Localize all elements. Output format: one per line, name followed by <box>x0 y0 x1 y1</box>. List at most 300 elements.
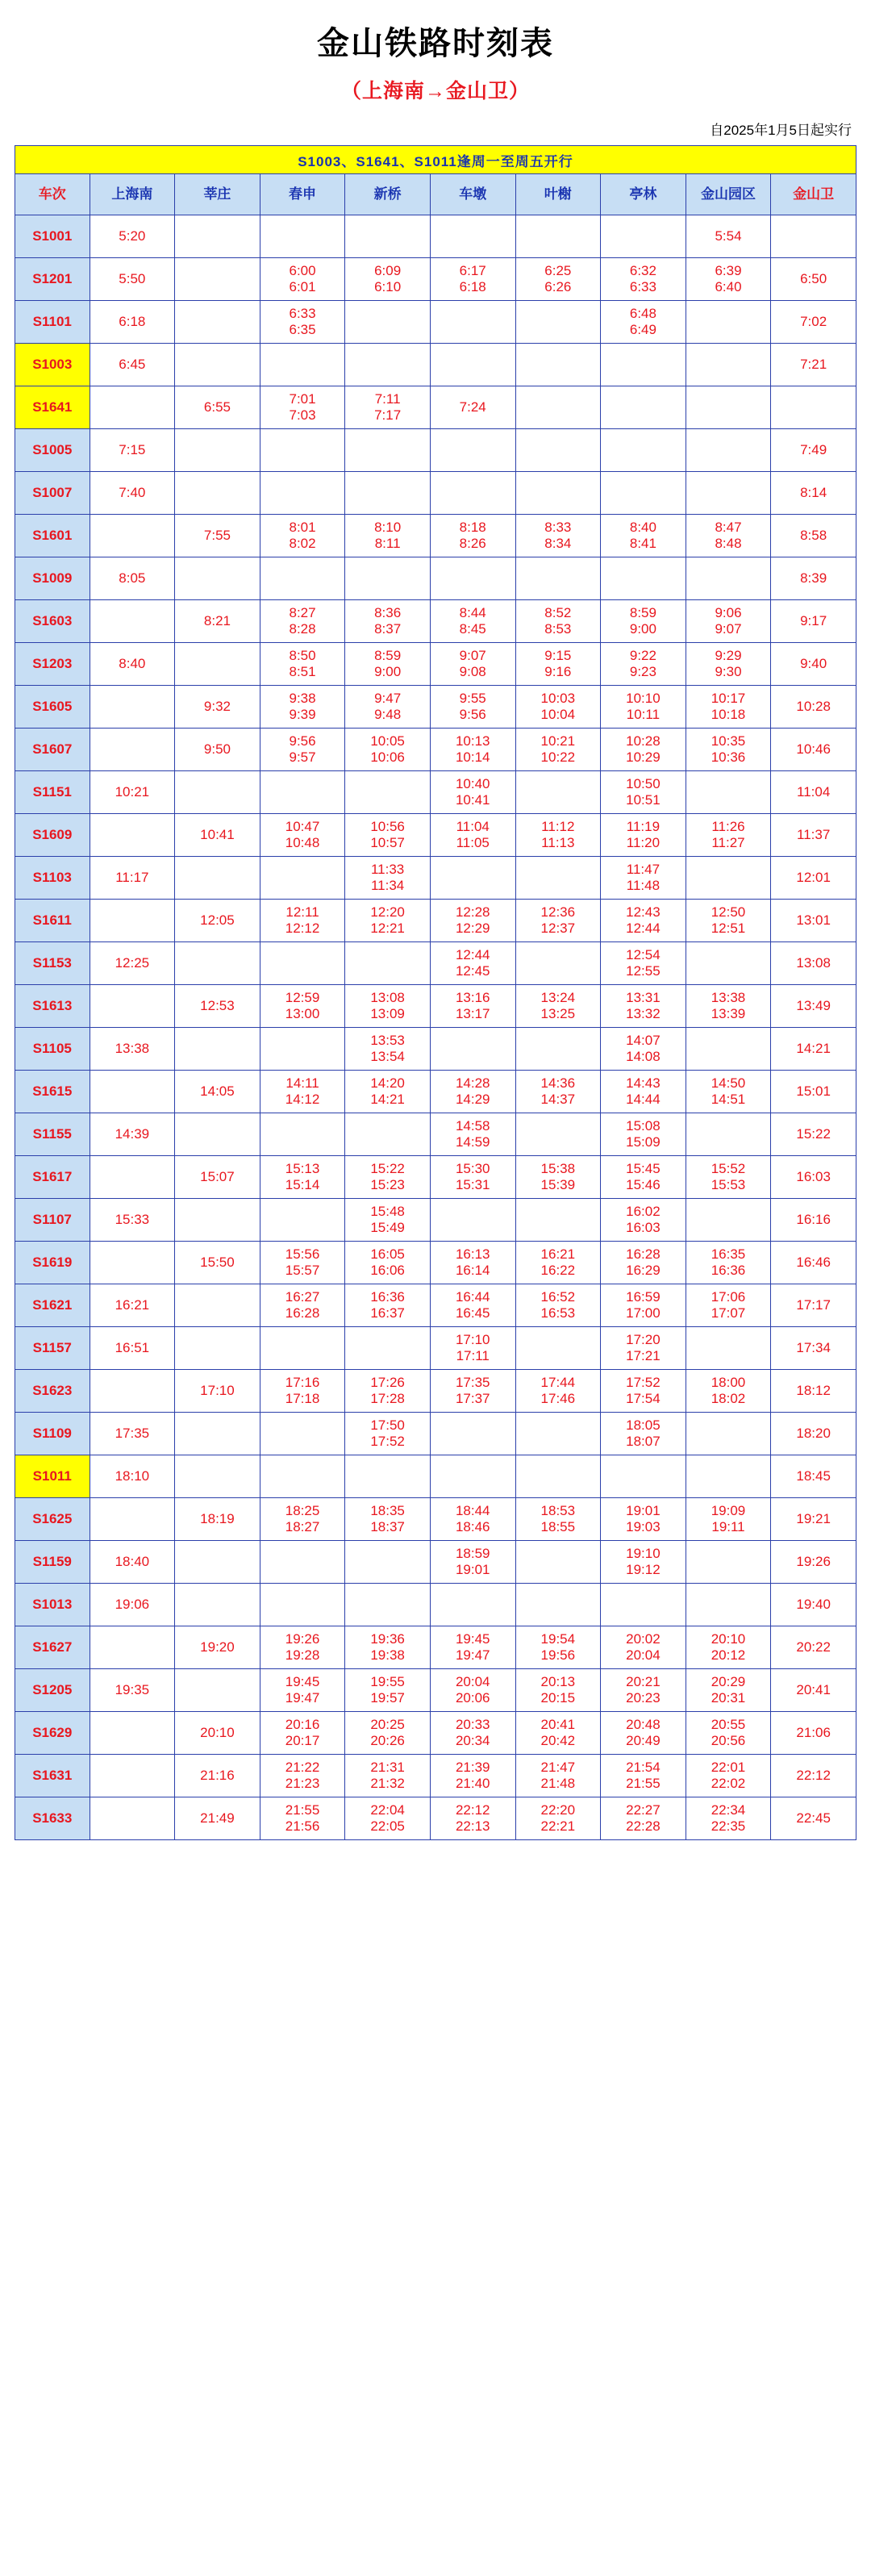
time-cell <box>515 429 601 472</box>
table-row <box>15 985 856 1028</box>
time-cell <box>345 515 431 557</box>
arrival-time: 9:47 <box>374 691 402 706</box>
train-number[interactable]: S1159 <box>15 1541 90 1584</box>
time-cell <box>771 771 856 814</box>
table-row <box>15 857 856 900</box>
schedule-body <box>15 146 856 1840</box>
time-cell <box>260 258 345 301</box>
departure-time: 17:00 <box>626 1305 661 1321</box>
time-cell <box>686 1071 771 1113</box>
page-subtitle: （上海南→金山卫） <box>340 80 530 102</box>
departure-time: 20:15 <box>540 1690 576 1706</box>
departure-time: 21:55 <box>626 1776 661 1791</box>
time-cell <box>771 1455 856 1498</box>
column-header-station-8: 金山园区 <box>686 174 771 215</box>
time-cell <box>430 429 515 472</box>
arrival-time: 11:26 <box>711 819 745 834</box>
time-cell <box>260 1071 345 1113</box>
train-number[interactable]: S1001 <box>15 215 90 258</box>
arrival-time: 16:35 <box>711 1246 746 1262</box>
arrival-time: 9:06 <box>715 605 742 620</box>
arrival-time: 9:50 <box>203 741 231 757</box>
time-cell <box>260 1028 345 1071</box>
time-cell <box>345 472 431 515</box>
time-cell <box>515 729 601 771</box>
arrival-time: 14:05 <box>200 1083 235 1099</box>
notice-text: S1003、S1641、S1011逢周一至周五开行 <box>15 146 856 174</box>
train-number[interactable]: S1201 <box>15 258 90 301</box>
arrival-time: 21:06 <box>796 1725 831 1740</box>
column-header-station-7: 亭林 <box>601 174 686 215</box>
train-number[interactable]: S1603 <box>15 600 90 643</box>
column-header-station-1: 上海南 <box>90 174 175 215</box>
time-cell <box>175 1242 260 1284</box>
time-cell <box>601 857 686 900</box>
departure-time: 19:47 <box>285 1690 320 1706</box>
arrival-time: 16:59 <box>626 1289 661 1305</box>
arrival-time: 12:01 <box>796 870 831 885</box>
train-number[interactable]: S1009 <box>15 557 90 600</box>
arrival-time: 7:24 <box>459 399 486 415</box>
departure-time: 20:49 <box>626 1733 661 1748</box>
time-cell <box>771 600 856 643</box>
time-cell <box>175 1413 260 1455</box>
train-number[interactable]: S1627 <box>15 1626 90 1669</box>
arrival-time: 11:37 <box>797 827 831 842</box>
time-cell <box>771 1327 856 1370</box>
time-cell <box>430 771 515 814</box>
arrival-time: 20:13 <box>540 1674 576 1689</box>
arrival-time: 20:55 <box>711 1717 746 1732</box>
arrival-time: 20:04 <box>455 1674 490 1689</box>
arrival-time: 10:28 <box>626 733 661 749</box>
arrival-time: 18:19 <box>200 1511 235 1526</box>
time-cell <box>260 1712 345 1755</box>
time-cell <box>430 985 515 1028</box>
train-number[interactable]: S1641 <box>15 386 90 429</box>
train-number[interactable]: S1151 <box>15 771 90 814</box>
arrival-time: 5:54 <box>715 228 742 244</box>
time-cell <box>430 643 515 686</box>
table-row <box>15 942 856 985</box>
arrival-time: 9:56 <box>289 733 316 749</box>
train-number[interactable]: S1617 <box>15 1156 90 1199</box>
arrival-time: 11:33 <box>370 862 405 877</box>
time-cell <box>175 1498 260 1541</box>
arrival-time: 6:45 <box>119 357 146 372</box>
time-cell <box>686 429 771 472</box>
train-number[interactable]: S1601 <box>15 515 90 557</box>
time-cell <box>260 1199 345 1242</box>
time-cell <box>771 1156 856 1199</box>
time-cell <box>90 1284 175 1327</box>
time-cell <box>601 1498 686 1541</box>
departure-time: 6:26 <box>544 279 572 294</box>
arrival-time: 13:08 <box>796 955 831 971</box>
time-cell <box>601 1199 686 1242</box>
column-header-station-6: 叶榭 <box>515 174 601 215</box>
time-cell <box>601 429 686 472</box>
departure-time: 19:03 <box>626 1519 661 1534</box>
time-cell <box>345 258 431 301</box>
train-number[interactable]: S1613 <box>15 985 90 1028</box>
train-number[interactable]: S1629 <box>15 1712 90 1755</box>
time-cell <box>601 1028 686 1071</box>
departure-time: 16:06 <box>370 1263 405 1278</box>
time-cell <box>175 1584 260 1626</box>
time-cell <box>601 1156 686 1199</box>
train-number[interactable]: S1013 <box>15 1584 90 1626</box>
departure-time: 19:57 <box>370 1690 405 1706</box>
time-cell <box>686 1028 771 1071</box>
departure-time: 8:45 <box>459 621 486 637</box>
time-cell <box>345 1541 431 1584</box>
arrival-time: 14:36 <box>540 1075 576 1091</box>
arrival-time: 19:45 <box>455 1631 490 1647</box>
time-cell <box>515 1413 601 1455</box>
time-cell <box>175 386 260 429</box>
train-number[interactable]: S1005 <box>15 429 90 472</box>
table-row <box>15 1413 856 1455</box>
time-cell <box>686 515 771 557</box>
time-cell <box>430 729 515 771</box>
time-cell <box>515 600 601 643</box>
column-header-station-3: 春申 <box>260 174 345 215</box>
time-cell <box>430 1797 515 1840</box>
departure-time: 22:05 <box>370 1818 405 1834</box>
notice-row <box>15 146 856 174</box>
arrival-time: 16:51 <box>115 1340 150 1355</box>
departure-time: 11:13 <box>541 835 575 850</box>
time-cell <box>175 429 260 472</box>
time-cell <box>430 557 515 600</box>
train-number[interactable]: S1619 <box>15 1242 90 1284</box>
time-cell <box>686 600 771 643</box>
arrival-time: 15:22 <box>796 1126 831 1142</box>
train-number[interactable]: S1007 <box>15 472 90 515</box>
arrival-time: 8:21 <box>203 613 231 628</box>
time-cell <box>771 900 856 942</box>
departure-time: 12:45 <box>455 963 490 979</box>
departure-time: 18:37 <box>370 1519 405 1534</box>
table-row <box>15 1199 856 1242</box>
departure-time: 18:07 <box>626 1434 661 1449</box>
time-cell <box>260 942 345 985</box>
arrival-time: 6:25 <box>544 263 572 278</box>
train-number[interactable]: S1003 <box>15 344 90 386</box>
time-cell <box>260 215 345 258</box>
arrival-time: 15:08 <box>626 1118 661 1134</box>
time-cell <box>90 942 175 985</box>
time-cell <box>686 643 771 686</box>
arrival-time: 13:01 <box>796 912 831 928</box>
table-row <box>15 643 856 686</box>
departure-time: 15:31 <box>455 1177 490 1192</box>
time-cell <box>430 1028 515 1071</box>
departure-time: 14:29 <box>455 1092 490 1107</box>
time-cell <box>686 557 771 600</box>
train-number[interactable]: S1615 <box>15 1071 90 1113</box>
departure-time: 9:39 <box>289 707 316 722</box>
arrival-time: 15:22 <box>370 1161 405 1176</box>
table-row <box>15 429 856 472</box>
schedule-table <box>15 145 856 1840</box>
time-cell <box>430 215 515 258</box>
train-number[interactable]: S1155 <box>15 1113 90 1156</box>
time-cell <box>345 857 431 900</box>
arrival-time: 10:17 <box>711 691 746 706</box>
arrival-time: 13:16 <box>455 990 490 1005</box>
time-cell <box>260 1156 345 1199</box>
time-cell <box>430 1242 515 1284</box>
time-cell <box>686 900 771 942</box>
table-row <box>15 1455 856 1498</box>
time-cell <box>771 301 856 344</box>
train-number[interactable]: S1607 <box>15 729 90 771</box>
time-cell <box>175 344 260 386</box>
time-cell <box>601 771 686 814</box>
arrival-time: 11:04 <box>797 784 831 800</box>
arrival-time: 9:29 <box>715 648 742 663</box>
time-cell <box>601 814 686 857</box>
column-header-station-2: 莘庄 <box>175 174 260 215</box>
time-cell <box>430 1712 515 1755</box>
arrival-time: 12:43 <box>626 904 661 920</box>
time-cell <box>260 1284 345 1327</box>
column-header-row <box>15 174 856 215</box>
time-cell <box>601 1370 686 1413</box>
departure-time: 9:07 <box>715 621 742 637</box>
time-cell <box>175 900 260 942</box>
departure-time: 20:17 <box>285 1733 320 1748</box>
time-cell <box>601 301 686 344</box>
departure-time: 6:10 <box>374 279 402 294</box>
arrival-time: 6:09 <box>374 263 402 278</box>
arrival-time: 21:22 <box>285 1760 320 1775</box>
departure-time: 9:16 <box>544 664 572 679</box>
time-cell <box>345 1797 431 1840</box>
arrival-time: 18:12 <box>796 1383 831 1398</box>
time-cell <box>260 1242 345 1284</box>
arrival-time: 10:47 <box>285 819 320 834</box>
arrival-time: 14:20 <box>370 1075 405 1091</box>
arrival-time: 16:16 <box>796 1212 831 1227</box>
train-number[interactable]: S1107 <box>15 1199 90 1242</box>
time-cell <box>686 1584 771 1626</box>
arrival-time: 16:21 <box>540 1246 576 1262</box>
arrival-time: 16:28 <box>626 1246 661 1262</box>
train-number[interactable]: S1203 <box>15 643 90 686</box>
time-cell <box>686 814 771 857</box>
departure-time: 20:12 <box>711 1647 746 1663</box>
arrival-time: 16:27 <box>285 1289 320 1305</box>
time-cell <box>601 515 686 557</box>
time-cell <box>515 1584 601 1626</box>
time-cell <box>686 771 771 814</box>
arrival-time: 20:10 <box>711 1631 746 1647</box>
time-cell <box>345 1498 431 1541</box>
arrival-time: 17:10 <box>455 1332 490 1347</box>
time-cell <box>601 900 686 942</box>
time-cell <box>175 1199 260 1242</box>
arrival-time: 18:25 <box>285 1503 320 1518</box>
time-cell <box>430 1156 515 1199</box>
arrival-time: 12:50 <box>711 904 746 920</box>
time-cell <box>175 1156 260 1199</box>
time-cell <box>260 900 345 942</box>
train-number[interactable]: S1631 <box>15 1755 90 1797</box>
time-cell <box>345 386 431 429</box>
arrival-time: 20:22 <box>796 1639 831 1655</box>
time-cell <box>515 814 601 857</box>
arrival-time: 7:21 <box>800 357 827 372</box>
time-cell <box>430 1370 515 1413</box>
time-cell <box>686 1498 771 1541</box>
time-cell <box>771 857 856 900</box>
arrival-time: 8:05 <box>119 570 146 586</box>
table-row <box>15 771 856 814</box>
departure-time: 22:13 <box>455 1818 490 1834</box>
arrival-time: 6:18 <box>119 314 146 329</box>
time-cell <box>345 1071 431 1113</box>
train-number[interactable]: S1611 <box>15 900 90 942</box>
arrival-time: 6:33 <box>289 306 316 321</box>
arrival-time: 16:46 <box>796 1255 831 1270</box>
departure-time: 16:22 <box>540 1263 576 1278</box>
time-cell <box>601 1071 686 1113</box>
time-cell <box>175 942 260 985</box>
departure-time: 11:05 <box>456 835 490 850</box>
departure-time: 13:32 <box>626 1006 661 1021</box>
train-number[interactable]: S1205 <box>15 1669 90 1712</box>
train-number[interactable]: S1605 <box>15 686 90 729</box>
table-row <box>15 600 856 643</box>
departure-time: 21:56 <box>285 1818 320 1834</box>
train-number[interactable]: S1633 <box>15 1797 90 1840</box>
departure-time: 20:23 <box>626 1690 661 1706</box>
time-cell <box>260 1327 345 1370</box>
time-cell <box>90 1797 175 1840</box>
train-number[interactable]: S1011 <box>15 1455 90 1498</box>
train-number[interactable]: S1157 <box>15 1327 90 1370</box>
time-cell <box>90 1755 175 1797</box>
departure-time: 14:44 <box>626 1092 661 1107</box>
time-cell <box>771 1712 856 1755</box>
departure-time: 21:40 <box>455 1776 490 1791</box>
departure-time: 13:54 <box>370 1049 405 1064</box>
time-cell <box>90 686 175 729</box>
arrival-time: 14:28 <box>455 1075 490 1091</box>
departure-time: 20:06 <box>455 1690 490 1706</box>
arrival-time: 17:20 <box>626 1332 661 1347</box>
train-number[interactable]: S1609 <box>15 814 90 857</box>
arrival-time: 12:54 <box>626 947 661 962</box>
train-number[interactable]: S1103 <box>15 857 90 900</box>
arrival-time: 15:07 <box>200 1169 235 1184</box>
time-cell <box>175 686 260 729</box>
arrival-time: 13:31 <box>626 990 661 1005</box>
arrival-time: 21:31 <box>370 1760 405 1775</box>
train-number[interactable]: S1153 <box>15 942 90 985</box>
time-cell <box>430 1071 515 1113</box>
time-cell <box>175 729 260 771</box>
time-cell <box>686 215 771 258</box>
departure-time: 15:09 <box>626 1134 661 1150</box>
departure-time: 22:02 <box>711 1776 746 1791</box>
time-cell <box>686 386 771 429</box>
arrival-time: 6:00 <box>289 263 316 278</box>
arrival-time: 11:17 <box>115 870 149 885</box>
time-cell <box>686 1327 771 1370</box>
time-cell <box>601 729 686 771</box>
departure-time: 17:21 <box>626 1348 661 1363</box>
time-cell <box>601 1327 686 1370</box>
departure-time: 12:12 <box>285 921 320 936</box>
train-number[interactable]: S1623 <box>15 1370 90 1413</box>
arrival-time: 18:44 <box>455 1503 490 1518</box>
departure-time: 14:08 <box>626 1049 661 1064</box>
train-number[interactable]: S1621 <box>15 1284 90 1327</box>
departure-time: 19:47 <box>455 1647 490 1663</box>
time-cell <box>771 1498 856 1541</box>
arrival-time: 15:45 <box>626 1161 661 1176</box>
train-number[interactable]: S1625 <box>15 1498 90 1541</box>
arrival-time: 12:05 <box>200 912 235 928</box>
time-cell <box>260 301 345 344</box>
arrival-time: 8:39 <box>800 570 827 586</box>
time-cell <box>515 771 601 814</box>
time-cell <box>686 1284 771 1327</box>
train-number[interactable]: S1109 <box>15 1413 90 1455</box>
departure-time: 15:14 <box>285 1177 320 1192</box>
time-cell <box>90 1028 175 1071</box>
arrival-time: 19:10 <box>626 1546 661 1561</box>
time-cell <box>345 900 431 942</box>
train-number[interactable]: S1105 <box>15 1028 90 1071</box>
time-cell <box>260 1455 345 1498</box>
time-cell <box>345 215 431 258</box>
departure-time: 19:01 <box>455 1562 490 1577</box>
time-cell <box>515 1284 601 1327</box>
table-row <box>15 1755 856 1797</box>
time-cell <box>430 857 515 900</box>
departure-time: 10:57 <box>370 835 405 850</box>
departure-time: 8:41 <box>629 536 656 551</box>
time-cell <box>90 1626 175 1669</box>
arrival-time: 20:16 <box>285 1717 320 1732</box>
departure-time: 10:22 <box>540 749 576 765</box>
arrival-time: 8:27 <box>289 605 316 620</box>
time-cell <box>771 386 856 429</box>
time-cell <box>515 258 601 301</box>
time-cell <box>175 1755 260 1797</box>
time-cell <box>260 344 345 386</box>
time-cell <box>515 1028 601 1071</box>
time-cell <box>90 985 175 1028</box>
departure-time: 19:28 <box>285 1647 320 1663</box>
arrival-time: 15:13 <box>285 1161 320 1176</box>
arrival-time: 22:12 <box>796 1768 831 1783</box>
time-cell <box>260 686 345 729</box>
departure-time: 9:00 <box>374 664 402 679</box>
train-number[interactable]: S1101 <box>15 301 90 344</box>
departure-time: 8:26 <box>459 536 486 551</box>
departure-time: 11:20 <box>626 835 661 850</box>
departure-time: 9:08 <box>459 664 486 679</box>
time-cell <box>345 1113 431 1156</box>
departure-time: 8:51 <box>289 664 316 679</box>
time-cell <box>430 301 515 344</box>
